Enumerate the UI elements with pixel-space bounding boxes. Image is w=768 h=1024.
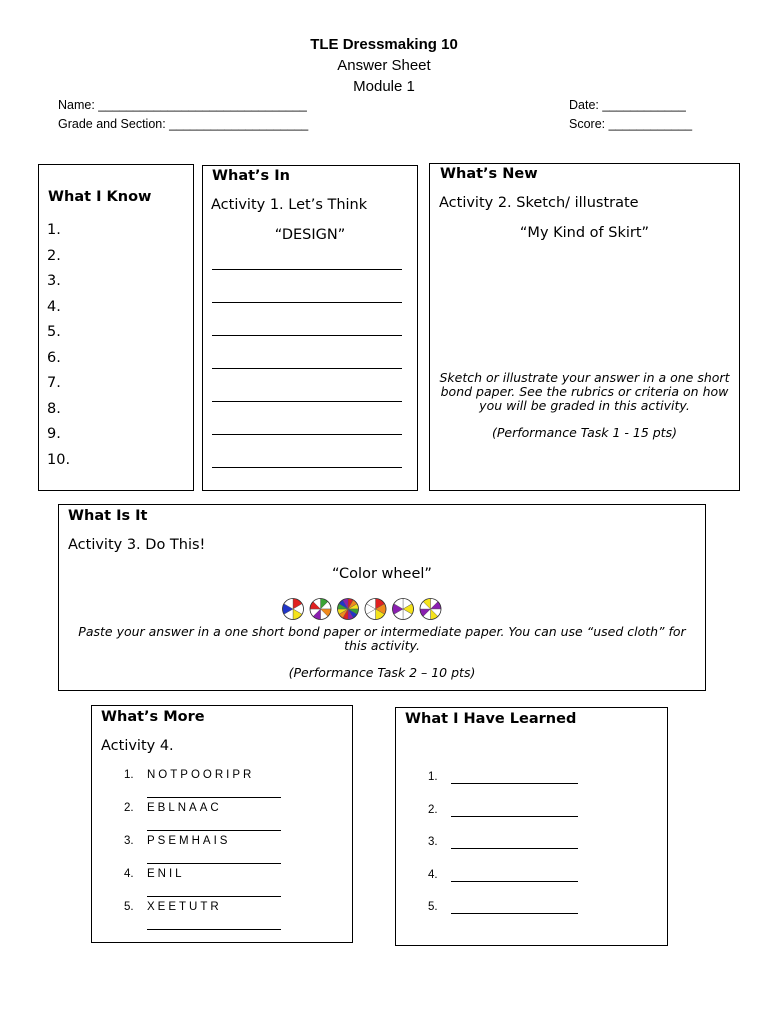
what-i-know-number: 2. <box>47 247 61 264</box>
what-i-know-answer-space[interactable] <box>78 468 178 480</box>
what-is-it-activity: Activity 3. Do This! <box>68 537 206 553</box>
whats-in-word: “DESIGN” <box>274 227 346 243</box>
what-i-know-answer-space[interactable] <box>78 340 178 352</box>
whats-in-answer-line[interactable] <box>212 467 402 468</box>
whats-new-activity: Activity 2. Sketch/ illustrate <box>439 195 639 211</box>
whats-more-answer-line[interactable] <box>147 797 281 798</box>
whats-more-answer-line[interactable] <box>147 863 281 864</box>
grade-section-field[interactable]: Grade and Section: ____________________ <box>58 117 309 131</box>
whats-in-answer-line[interactable] <box>212 335 402 336</box>
what-i-know-number: 9. <box>47 426 61 442</box>
analogous-wheel-icon <box>393 599 414 620</box>
document-subtitle: Answer Sheet <box>337 57 431 74</box>
module-label: Module 1 <box>353 78 415 95</box>
what-is-it-task: (Performance Task 2 – 10 pts) <box>288 665 476 680</box>
what-i-know-title: What I Know <box>48 189 152 205</box>
whats-more-answer-line[interactable] <box>147 929 281 930</box>
what-i-have-learned-answer-line[interactable] <box>451 881 578 882</box>
what-i-know-answer-space[interactable] <box>78 417 178 429</box>
whats-more-activity: Activity 4. <box>101 738 174 754</box>
what-i-know-answer-space[interactable] <box>78 391 178 403</box>
scrambled-word: XEETUTR <box>147 901 222 913</box>
whats-in-answer-line[interactable] <box>212 401 402 402</box>
what-i-know-number: 1. <box>47 222 61 238</box>
full-wheel-icon <box>338 599 359 620</box>
whats-new-word: “My Kind of Skirt” <box>519 225 650 241</box>
scrambled-word: EBLNAAC <box>147 802 222 814</box>
what-i-have-learned-title: What I Have Learned <box>405 711 577 727</box>
what-i-know-number: 5. <box>47 324 61 340</box>
scrambled-word: NOTPOORIPR <box>147 769 255 781</box>
whats-in-activity: Activity 1. Let’s Think <box>211 197 368 213</box>
name-field[interactable]: Name: ______________________________ <box>58 98 307 112</box>
whats-in-answer-line[interactable] <box>212 302 402 303</box>
whats-more-number: 4. <box>124 868 134 880</box>
what-is-it-title: What Is It <box>68 508 148 524</box>
secondary-wheel-icon <box>310 599 331 620</box>
warm-wheel-icon <box>365 599 386 620</box>
what-i-have-learned-number: 3. <box>428 836 438 848</box>
scrambled-word: ENIL <box>147 868 185 880</box>
what-is-it-instruction: Paste your answer in a one short bond paper or intermediate paper. You can use “used cloth” for this activity. <box>78 624 686 653</box>
what-i-know-answer-space[interactable] <box>78 289 178 301</box>
whats-in-answer-line[interactable] <box>212 368 402 369</box>
document-title: TLE Dressmaking 10 <box>310 36 458 53</box>
whats-in-box <box>202 165 418 491</box>
what-i-have-learned-answer-line[interactable] <box>451 848 578 849</box>
what-i-know-number: 10. <box>47 451 71 468</box>
whats-in-title: What’s In <box>212 168 290 184</box>
primary-wheel-icon <box>283 599 304 620</box>
what-i-know-answer-space[interactable] <box>78 264 178 276</box>
what-is-it-word: “Color wheel” <box>332 566 432 582</box>
scrambled-word: PSEMHAIS <box>147 835 231 847</box>
whats-more-number: 2. <box>124 802 134 814</box>
what-i-know-answer-space[interactable] <box>78 442 178 454</box>
what-i-know-number: 7. <box>47 375 61 391</box>
what-i-have-learned-number: 5. <box>428 901 438 913</box>
what-i-know-answer-space[interactable] <box>78 315 178 327</box>
whats-new-task: (Performance Task 1 - 15 pts) <box>492 425 677 440</box>
what-i-know-number: 3. <box>47 273 61 289</box>
what-i-have-learned-answer-line[interactable] <box>451 913 578 914</box>
whats-new-box <box>429 163 740 491</box>
whats-more-number: 5. <box>124 901 134 913</box>
what-i-know-number: 6. <box>47 349 61 366</box>
whats-more-number: 1. <box>124 769 134 781</box>
whats-more-answer-line[interactable] <box>147 830 281 831</box>
what-i-have-learned-number: 2. <box>428 803 438 816</box>
what-i-have-learned-number: 4. <box>428 868 438 881</box>
what-i-know-answer-space[interactable] <box>78 238 178 250</box>
what-i-know-number: 8. <box>47 400 61 417</box>
whats-more-title: What’s More <box>101 709 205 725</box>
what-i-have-learned-answer-line[interactable] <box>451 783 578 784</box>
what-i-have-learned-number: 1. <box>428 771 438 783</box>
date-field[interactable]: Date: ____________ <box>569 98 686 112</box>
complementary-wheel-icon <box>420 599 441 620</box>
whats-new-title: What’s New <box>440 166 538 182</box>
whats-in-answer-line[interactable] <box>212 434 402 435</box>
whats-in-answer-line[interactable] <box>212 269 402 270</box>
what-i-know-number: 4. <box>47 298 61 315</box>
whats-new-instruction: Sketch or illustrate your answer in a one short bond paper. See the rubrics or criteria on how you will be graded in this activity. <box>439 370 730 413</box>
score-field[interactable]: Score: ____________ <box>569 117 693 131</box>
whats-more-answer-line[interactable] <box>147 896 281 897</box>
color-wheel-icons <box>280 597 445 623</box>
what-i-know-answer-space[interactable] <box>78 366 178 378</box>
whats-more-number: 3. <box>124 835 134 847</box>
what-i-have-learned-answer-line[interactable] <box>451 816 578 817</box>
